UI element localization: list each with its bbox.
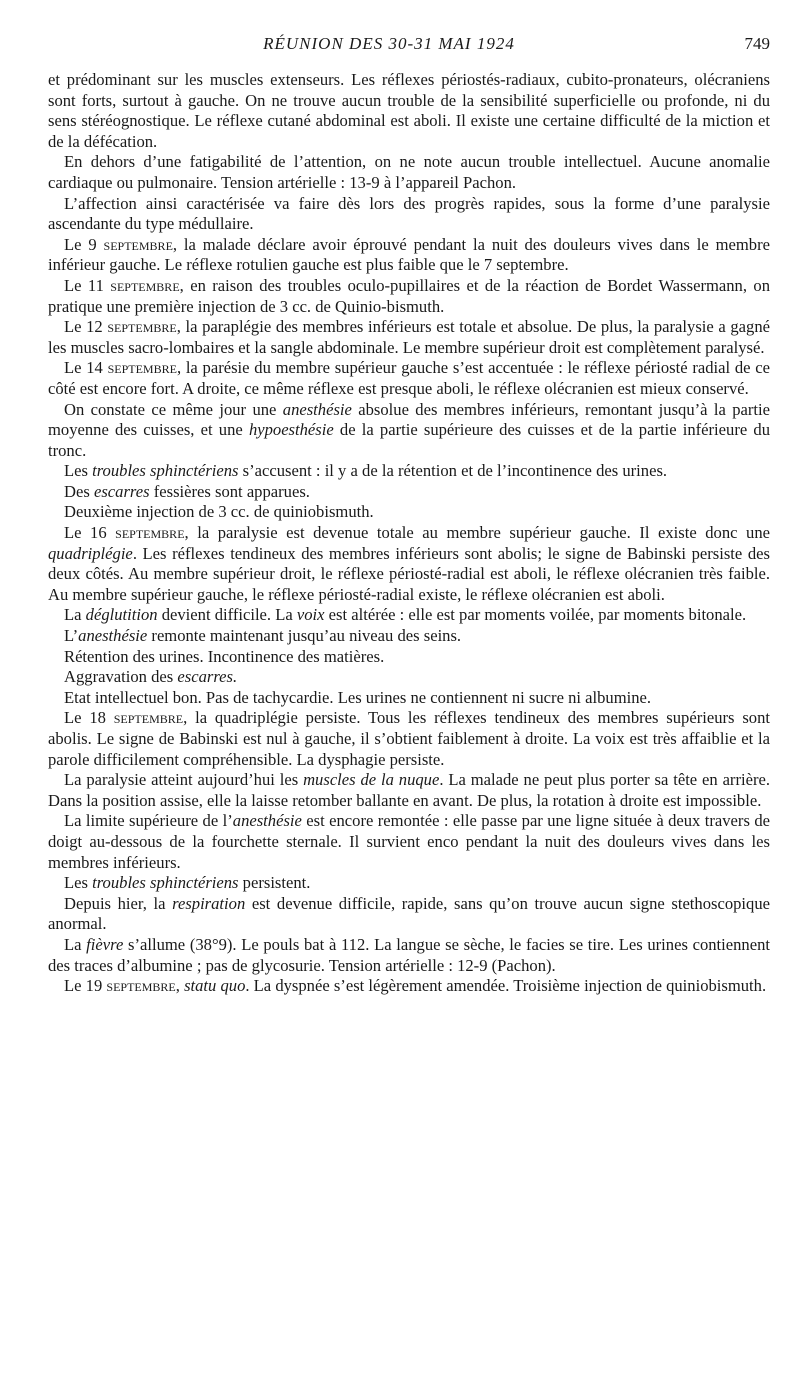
paragraph xyxy=(48,605,770,626)
text-run: devient difficile. La xyxy=(157,605,297,625)
text-run: est encore remontée : elle passe par une ligne située à deux travers de doigt au-dessous de la fourchette sternale. Il survient enco pendant la nuit des douleurs vives dans les membres inférieurs. xyxy=(48,811,770,872)
text-run: et prédominant sur les muscles extenseurs. Les réflexes périostés-radiaux, cubito-pronateurs, olécraniens sont forts, surtout à gauche. On ne trouve aucun trouble de la sensibilité superficielle ou profonde, ni du sens stéréognostique. Le réflexe cutané abdominal est aboli. Il existe une certaine difficulté de la miction et de la défécation. xyxy=(48,70,770,151)
text-run: Le 18 xyxy=(64,708,114,728)
text-run: Le 19 xyxy=(64,976,107,996)
text-run: L’affection ainsi caractérisée va faire dès lors des progrès rapides, sous la forme d’une paralysie ascendante du type médullaire. xyxy=(48,193,770,234)
text-run: , la quadriplégie persiste. Tous les réflexes tendineux des membres supérieurs sont abolis. Le signe de Babinski est nul à gauche, il s’obtient faiblement à droite. La voix est très affaiblie et la parole difficilement compréhensible. La dysphagie persiste. xyxy=(48,708,770,769)
text-run: La xyxy=(64,605,86,625)
text-run: La xyxy=(64,934,87,954)
italic-term: anesthésie xyxy=(232,811,302,831)
text-run: absolue des membres inférieurs, remontant jusqu’à la partie moyenne des cuisses, et une xyxy=(48,399,770,440)
text-run: Aggravation des xyxy=(64,667,178,687)
text-run: , xyxy=(175,976,185,996)
small-caps-date: septembre xyxy=(107,317,177,337)
paragraph xyxy=(48,688,770,709)
text-run: . La malade ne peut plus porter sa tête en arrière. Dans la position assise, elle la laisse retomber ballante en avant. De plus, la rotation à droite est impossible. xyxy=(48,770,770,810)
text-run: Le 16 xyxy=(64,523,116,543)
text-run: , en raison des troubles oculo-pupillaires et de la réaction de Bordet Wassermann, on pratique une première injection de 3 cc. de Quinio-bismuth. xyxy=(48,275,770,316)
text-run: Etat intellectuel bon. Pas de tachycardie. Les urines ne contiennent ni sucre ni albumine. xyxy=(64,687,652,707)
paragraph xyxy=(48,70,770,152)
italic-term: troubles sphinctériens xyxy=(92,873,239,893)
paragraph xyxy=(48,235,770,276)
italic-term: anesthésie xyxy=(78,626,148,646)
paragraph xyxy=(48,523,770,605)
text-run: Le 11 xyxy=(64,275,111,295)
paragraph xyxy=(48,358,770,399)
paragraph xyxy=(48,935,770,976)
italic-term: hypoesthésie xyxy=(248,420,334,440)
paragraph xyxy=(48,667,770,688)
paragraph xyxy=(48,482,770,503)
page-number: 749 xyxy=(744,34,770,53)
italic-term: quadriplégie xyxy=(48,543,133,563)
running-header xyxy=(48,34,770,60)
italic-term: anesthésie xyxy=(282,399,352,419)
text-run: Les xyxy=(64,461,93,481)
paragraph xyxy=(48,461,770,482)
text-run: Rétention des urines. Incontinence des matières. xyxy=(64,646,385,666)
small-caps-date: septembre xyxy=(103,234,173,254)
paragraph xyxy=(48,502,770,523)
body-text xyxy=(48,70,770,997)
text-run: fessières sont apparues. xyxy=(149,481,310,501)
text-run: La paralysie atteint aujourd’hui les xyxy=(64,770,304,790)
text-run: , la malade déclare avoir éprouvé pendant la nuit des douleurs vives dans le membre inférieur gauche. Le réflexe rotulien gauche est plus faible que le 7 septembre. xyxy=(48,234,770,275)
paragraph xyxy=(48,873,770,894)
italic-term: escarres xyxy=(93,481,150,501)
small-caps-date: septembre xyxy=(110,275,180,295)
text-run: Le 12 xyxy=(64,317,108,337)
text-run: est altérée : elle est par moments voilée, par moments bitonale. xyxy=(324,605,747,625)
text-run: remonte maintenant jusqu’au niveau des seins. xyxy=(147,626,462,646)
paragraph xyxy=(48,894,770,935)
italic-term: troubles sphinctériens xyxy=(92,461,239,481)
text-run: de la partie supérieure des cuisses et de la partie inférieure du tronc. xyxy=(48,420,770,460)
italic-term: statu quo xyxy=(184,976,246,996)
running-title: RÉUNION DES 30-31 MAI 1924 xyxy=(263,34,515,53)
text-run: Les xyxy=(64,873,93,893)
paragraph xyxy=(48,770,770,811)
text-run: est devenue difficile, rapide, sans qu’on trouve aucun signe stethoscopique anormal. xyxy=(48,893,770,934)
paragraph xyxy=(48,317,770,358)
italic-term: déglutition xyxy=(85,605,158,625)
italic-term: escarres. xyxy=(177,667,238,687)
text-run: Le 14 xyxy=(64,358,108,378)
text-run: , la paralysie est devenue totale au membre supérieur gauche. Il existe donc une xyxy=(184,523,770,543)
text-run: Des xyxy=(64,481,94,501)
small-caps-date: septembre xyxy=(115,523,185,543)
paragraph xyxy=(48,152,770,193)
paragraph xyxy=(48,276,770,317)
text-run: . Les réflexes tendineux des membres inférieurs sont abolis; le signe de Babinski persiste des deux côtés. Au membre supérieur droit, le réflexe périosté-radial est aboli, le réflexe olécranien très faible. Au membre supérieur gauche, le réflexe périosté-radial existe, le réflexe olécranien est aboli. xyxy=(48,543,770,604)
text-run: Le 9 xyxy=(64,234,104,254)
text-run: En dehors d’une fatigabilité de l’attention, on ne note aucun trouble intellectuel. Aucune anomalie cardiaque ou pulmonaire. Tension artérielle : 13-9 à l’appareil Pachon. xyxy=(48,152,770,192)
paragraph xyxy=(48,626,770,647)
italic-term: respiration xyxy=(172,893,246,913)
italic-term: muscles de la nuque xyxy=(303,770,440,790)
small-caps-date: septembre xyxy=(113,708,184,728)
small-caps-date: septembre xyxy=(106,976,176,996)
text-run: Depuis hier, la xyxy=(64,893,173,913)
paragraph xyxy=(48,708,770,770)
text-run: Deuxième injection de 3 cc. de quiniobismuth. xyxy=(64,502,374,522)
paragraph xyxy=(48,400,770,462)
text-run: persistent. xyxy=(238,873,311,893)
small-caps-date: septembre xyxy=(107,358,177,378)
text-run: , la paraplégie des membres inférieurs est totale et absolue. De plus, la paralysie a gagné les muscles sacro-lombaires et la sangle abdominale. Le membre supérieur droit est complètement paralysé. xyxy=(48,317,770,357)
paragraph xyxy=(48,811,770,873)
italic-term: voix xyxy=(296,605,325,625)
text-run: s’allume (38°9). Le pouls bat à 112. La langue se sèche, le facies se tire. Les urines contiennent des traces d’albumine ; pas de glycosurie. Tension artérielle : 12-9 (Pachon). xyxy=(48,934,770,975)
paragraph xyxy=(48,647,770,668)
text-run: , la parésie du membre supérieur gauche s’est accentuée : le réflexe périosté radial de ce côté est encore fort. A droite, ce même réflexe est presque aboli, le réflexe olécranien est mieux conservé. xyxy=(48,358,770,398)
paragraph xyxy=(48,976,770,997)
text-run: . La dyspnée s’est légèrement amendée. Troisième injection de quiniobismuth. xyxy=(245,976,767,996)
paragraph xyxy=(48,194,770,235)
text-run: s’accusent : il y a de la rétention et de l’incontinence des urines. xyxy=(238,461,668,481)
text-run: La limite supérieure de l’ xyxy=(64,811,233,831)
text-run: L’ xyxy=(64,626,79,646)
text-run: On constate ce même jour une xyxy=(64,399,283,419)
italic-term: fièvre xyxy=(86,934,124,954)
